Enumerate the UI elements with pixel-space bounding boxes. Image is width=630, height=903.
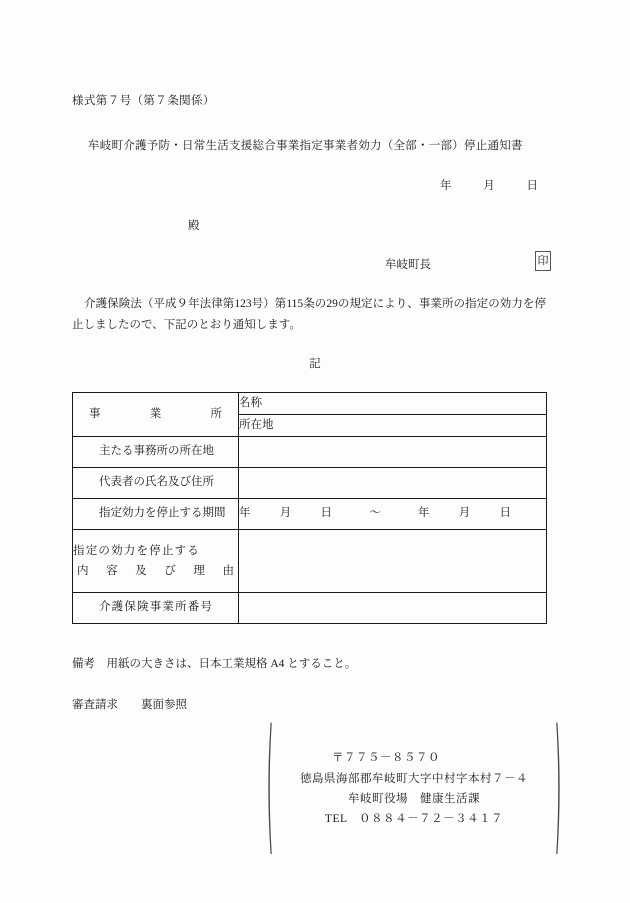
date-day-label: 日 [526, 180, 538, 192]
row-label-main-office-address [73, 437, 239, 468]
row-label-office-number-text: 介護保険事業所番号 [99, 601, 212, 614]
period-from-year: 年 [239, 507, 251, 520]
issuer-name: 牟岐町長 [385, 259, 431, 271]
table-row-main-office-address [73, 437, 547, 468]
row-label-office-number [73, 593, 239, 624]
row-label-reason-line2: 内容及び理由 [77, 565, 234, 577]
period-to-day: 日 [499, 507, 512, 520]
row-label-reason-line1: 指定の効力を停止する [73, 544, 200, 557]
body-paragraph: 介護保険法（平成９年法律第123号）第115条の29の規定により、事業所の指定の効力を停止しましたので、下記のとおり通知します。 [72, 298, 546, 332]
contact-block [264, 702, 564, 876]
right-brace: ) [555, 702, 561, 876]
period-to-year: 年 [418, 507, 430, 520]
date-year-label: 年 [440, 180, 452, 192]
remark-note: 備考 用紙の大きさは、日本工業規格 A4 とすること。 [72, 658, 357, 670]
issue-date-line [440, 178, 538, 195]
date-month-label: 月 [483, 180, 495, 192]
table-row-office-number [73, 593, 547, 624]
office-number-field[interactable] [239, 593, 547, 624]
representative-field[interactable] [239, 468, 547, 499]
suspension-period-field[interactable] [239, 499, 547, 530]
row-label-representative-text: 代表者の氏名及び住所 [99, 476, 214, 489]
row-label-main-office-address-text: 主たる事務所の所在地 [99, 445, 214, 458]
period-separator: ～ [369, 507, 382, 520]
period-from-day: 日 [320, 507, 333, 520]
appeal-note: 審査請求 裏面参照 [72, 699, 187, 711]
office-address-label: 所在地 [239, 418, 274, 431]
row-label-office [73, 393, 239, 437]
row-label-office-text: 事業所 [89, 407, 222, 420]
table-row-suspension-period [73, 499, 547, 530]
reason-field[interactable] [239, 530, 547, 593]
left-brace: ( [267, 702, 273, 876]
office-name-label: 名称 [239, 396, 262, 409]
office-address-field[interactable] [239, 415, 547, 437]
row-label-reason [73, 530, 239, 593]
table-row-reason [73, 530, 547, 593]
main-office-address-field[interactable] [239, 437, 547, 468]
form-number: 様式第７号（第７条関係） [72, 95, 215, 107]
postal-code: 〒７７５－８５７０ [332, 752, 440, 765]
row-label-suspension-period-text: 指定効力を停止する期間 [99, 507, 226, 520]
table-row-representative [73, 468, 547, 499]
ki-heading: 記 [309, 358, 321, 370]
office-name-field[interactable] [239, 393, 547, 415]
row-label-suspension-period [73, 499, 239, 530]
details-table [72, 392, 547, 624]
contact-office: 牟岐町役場 健康生活課 [348, 793, 480, 805]
row-label-representative [73, 468, 239, 499]
seal-stamp-box: 印 [535, 251, 551, 271]
contact-lines [276, 748, 552, 830]
document-title: 牟岐町介護予防・日常生活支援総合事業指定事業者効力（全部・一部）停止通知書 [88, 140, 523, 152]
contact-address: 徳島県海部郡牟岐町大字中村字本村７－４ [300, 772, 528, 785]
period-to-month: 月 [458, 507, 471, 520]
table-row-office [73, 393, 547, 415]
contact-telephone: TEL ０８８４－７２－３４１７ [324, 813, 504, 826]
period-from-month: 月 [279, 507, 292, 520]
addressee-honorific: 殿 [188, 220, 200, 232]
